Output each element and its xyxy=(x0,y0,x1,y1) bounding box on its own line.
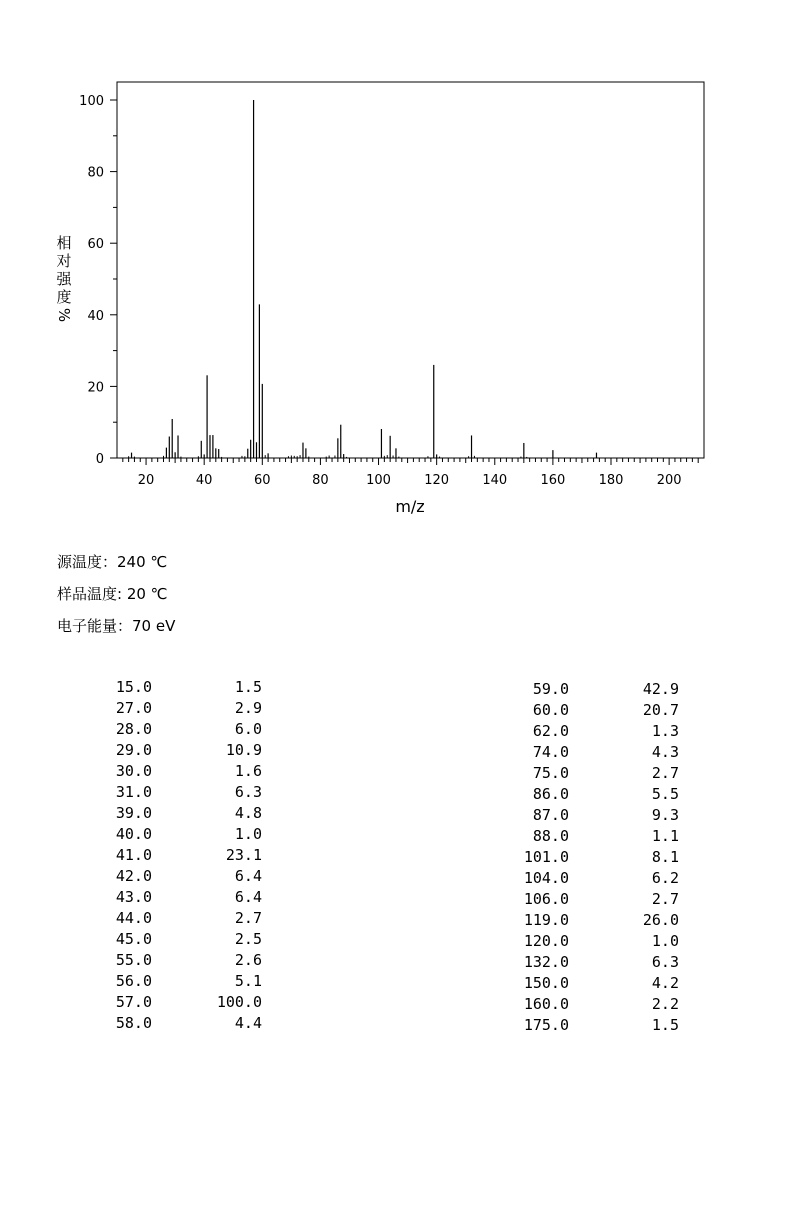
peak-table-right xyxy=(400,680,794,1037)
x-tick-label: 180 xyxy=(598,473,624,488)
intensity-value: 42.9 xyxy=(642,680,679,698)
x-tick-label: 140 xyxy=(482,473,508,488)
table-row xyxy=(0,825,400,846)
x-tick-label: 200 xyxy=(656,473,682,488)
mz-value: 106.0 xyxy=(523,890,569,908)
intensity-value: 1.5 xyxy=(651,1016,679,1034)
sample-temperature: 样品温度: 20 ℃ xyxy=(57,585,168,603)
mz-value: 29.0 xyxy=(115,741,152,759)
intensity-value: 23.1 xyxy=(225,846,262,864)
y-axis-label-char: 度 xyxy=(56,288,72,306)
table-row xyxy=(0,972,400,993)
intensity-value: 1.1 xyxy=(651,827,679,845)
mz-value: 28.0 xyxy=(115,720,152,738)
mz-value: 175.0 xyxy=(523,1016,569,1034)
table-row xyxy=(0,888,400,909)
x-tick-label: 100 xyxy=(366,473,391,488)
intensity-value: 100.0 xyxy=(216,993,262,1011)
mz-value: 101.0 xyxy=(523,848,569,866)
mass-spectrum-chart xyxy=(0,0,794,520)
intensity-value: 2.9 xyxy=(234,699,262,717)
mz-value: 150.0 xyxy=(523,974,569,992)
x-tick-label: 20 xyxy=(137,473,155,488)
mz-value: 86.0 xyxy=(532,785,569,803)
x-axis-label: m/z xyxy=(395,497,425,516)
table-row xyxy=(400,953,794,974)
mz-value: 15.0 xyxy=(115,678,152,696)
y-tick-label: 100 xyxy=(79,94,104,109)
table-row xyxy=(400,869,794,890)
intensity-value: 4.3 xyxy=(651,743,679,761)
x-tick-label: 40 xyxy=(195,473,213,488)
table-row xyxy=(400,890,794,911)
plot-frame xyxy=(117,82,704,458)
intensity-value: 4.8 xyxy=(234,804,262,822)
intensity-value: 8.1 xyxy=(651,848,679,866)
intensity-value: 9.3 xyxy=(651,806,679,824)
mz-value: 41.0 xyxy=(115,846,152,864)
y-axis-label xyxy=(52,234,76,324)
y-axis-label-char: 相 xyxy=(56,234,72,252)
y-tick-label: 60 xyxy=(87,237,104,253)
intensity-value: 5.5 xyxy=(651,785,679,803)
electron-energy: 电子能量：70 eV xyxy=(57,617,176,635)
mz-value: 58.0 xyxy=(115,1014,152,1032)
intensity-value: 6.2 xyxy=(651,869,679,887)
table-row xyxy=(0,993,400,1014)
mz-value: 45.0 xyxy=(115,930,152,948)
mz-value: 74.0 xyxy=(532,743,569,761)
intensity-value: 2.7 xyxy=(651,764,679,782)
mz-value: 132.0 xyxy=(523,953,569,971)
intensity-value: 26.0 xyxy=(642,911,679,929)
x-tick-label: 80 xyxy=(312,473,329,488)
table-row xyxy=(400,932,794,953)
table-row xyxy=(400,848,794,869)
table-row xyxy=(0,930,400,951)
y-tick-label: 80 xyxy=(87,165,104,181)
intensity-value: 6.0 xyxy=(234,720,262,738)
y-axis-label-unit: % xyxy=(55,307,73,323)
mz-value: 57.0 xyxy=(115,993,152,1011)
table-row xyxy=(400,764,794,785)
mz-value: 30.0 xyxy=(115,762,152,780)
table-row xyxy=(0,804,400,825)
mz-value: 119.0 xyxy=(523,911,569,929)
intensity-value: 2.7 xyxy=(234,909,262,927)
x-tick-label: 60 xyxy=(254,473,271,488)
table-row xyxy=(0,783,400,804)
table-row xyxy=(400,911,794,932)
table-row xyxy=(400,680,794,701)
mz-value: 56.0 xyxy=(115,972,152,990)
mz-value: 160.0 xyxy=(523,995,569,1013)
table-row xyxy=(400,743,794,764)
table-row xyxy=(400,995,794,1016)
intensity-value: 1.0 xyxy=(234,825,262,843)
table-row xyxy=(0,720,400,741)
mz-value: 120.0 xyxy=(523,932,569,950)
intensity-value: 5.1 xyxy=(234,972,262,990)
intensity-value: 20.7 xyxy=(642,701,679,719)
intensity-value: 1.0 xyxy=(651,932,679,950)
mz-value: 31.0 xyxy=(115,783,152,801)
mz-value: 40.0 xyxy=(115,825,152,843)
table-row xyxy=(400,785,794,806)
intensity-value: 1.6 xyxy=(234,762,262,780)
table-row xyxy=(0,867,400,888)
intensity-value: 6.4 xyxy=(234,867,262,885)
mz-value: 27.0 xyxy=(115,699,152,717)
table-row xyxy=(0,846,400,867)
intensity-value: 6.4 xyxy=(234,888,262,906)
y-tick-label: 0 xyxy=(95,452,104,467)
intensity-value: 2.5 xyxy=(234,930,262,948)
table-row xyxy=(0,1014,400,1035)
table-row xyxy=(400,701,794,722)
mz-value: 39.0 xyxy=(115,804,152,822)
table-row xyxy=(0,678,400,699)
table-row xyxy=(0,762,400,783)
x-tick-label: 120 xyxy=(424,473,450,488)
intensity-value: 4.2 xyxy=(651,974,679,992)
y-tick-label: 40 xyxy=(87,308,104,324)
intensity-value: 1.3 xyxy=(651,722,679,740)
table-row xyxy=(400,722,794,743)
mz-value: 44.0 xyxy=(115,909,152,927)
intensity-value: 6.3 xyxy=(234,783,262,801)
intensity-value: 10.9 xyxy=(225,741,262,759)
y-axis-label-char: 强 xyxy=(56,270,72,288)
table-row xyxy=(0,741,400,762)
mz-value: 75.0 xyxy=(532,764,569,782)
intensity-value: 2.6 xyxy=(234,951,262,969)
y-tick-label: 20 xyxy=(87,380,104,396)
table-row xyxy=(0,951,400,972)
intensity-value: 4.4 xyxy=(234,1014,262,1032)
table-row xyxy=(0,909,400,930)
intensity-value: 2.7 xyxy=(651,890,679,908)
mz-value: 104.0 xyxy=(523,869,569,887)
mz-value: 88.0 xyxy=(532,827,569,845)
mz-value: 62.0 xyxy=(532,722,569,740)
table-row xyxy=(0,699,400,720)
peak-table-left xyxy=(0,678,400,1035)
mz-value: 59.0 xyxy=(532,680,569,698)
table-row xyxy=(400,974,794,995)
mz-value: 43.0 xyxy=(115,888,152,906)
mz-value: 87.0 xyxy=(532,806,569,824)
source-temperature: 源温度：240 ℃ xyxy=(57,553,168,571)
table-row xyxy=(400,806,794,827)
table-row xyxy=(400,827,794,848)
mz-value: 60.0 xyxy=(532,701,569,719)
mz-value: 42.0 xyxy=(115,867,152,885)
table-row xyxy=(400,1016,794,1037)
mz-value: 55.0 xyxy=(115,951,152,969)
intensity-value: 2.2 xyxy=(651,995,679,1013)
y-axis-label-char: 对 xyxy=(56,252,72,270)
x-tick-label: 160 xyxy=(540,473,566,488)
intensity-value: 6.3 xyxy=(651,953,679,971)
intensity-value: 1.5 xyxy=(234,678,262,696)
